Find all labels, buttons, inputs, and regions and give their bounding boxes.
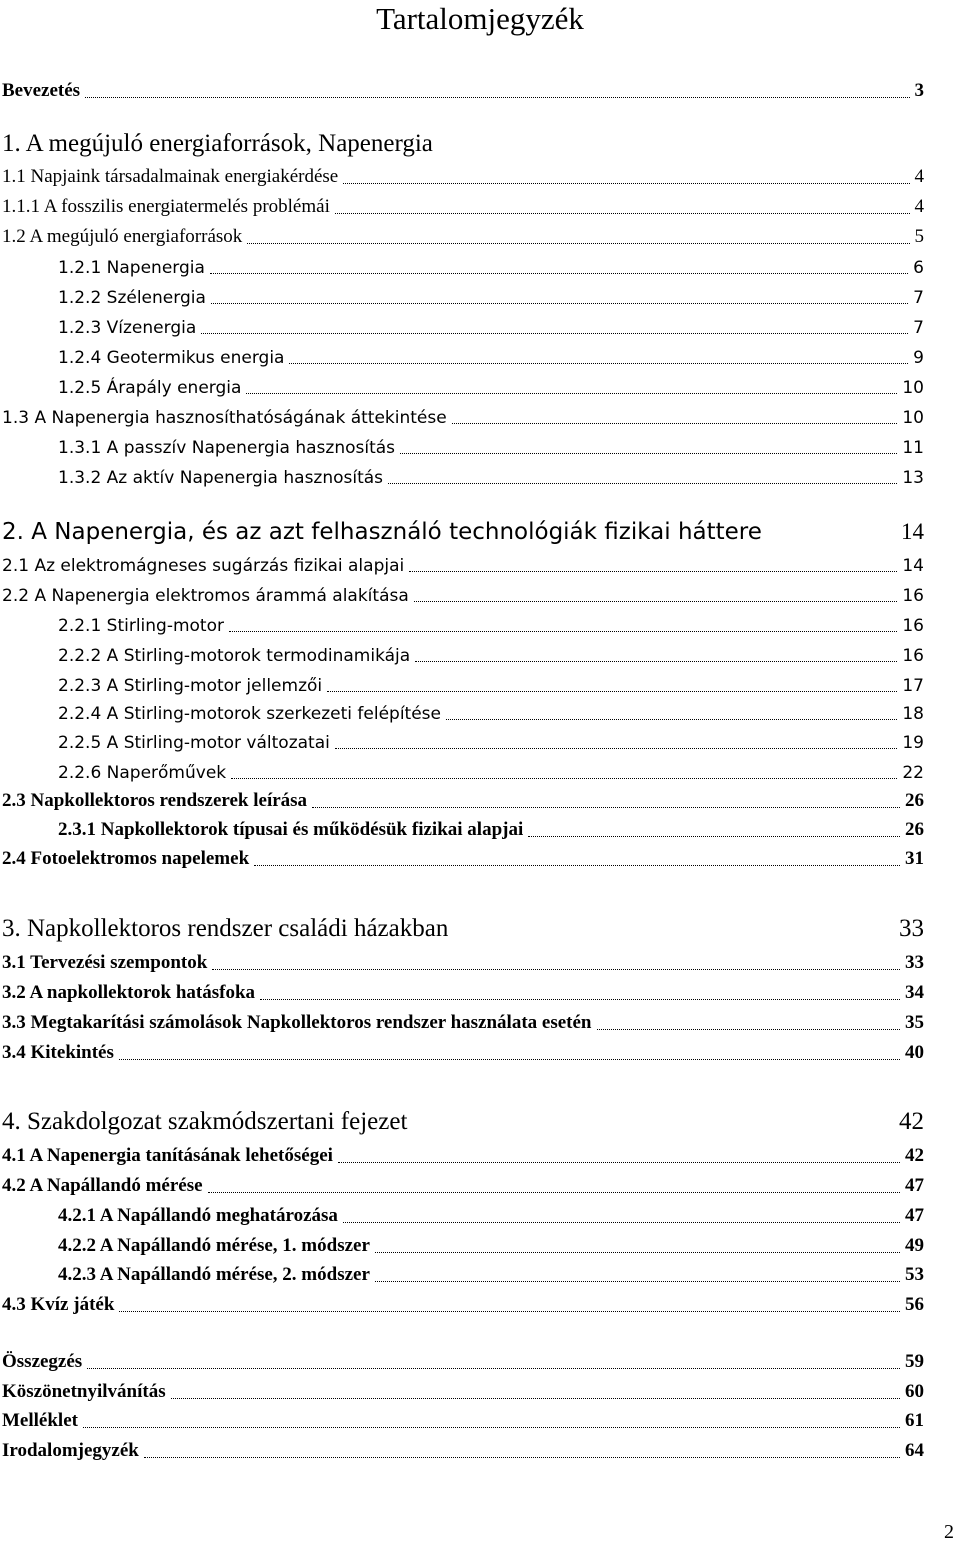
toc-entry-page: 40 (905, 1042, 924, 1063)
toc-entry-page: 47 (905, 1175, 924, 1196)
toc-leader (289, 363, 908, 364)
toc-entry-page: 10 (902, 378, 924, 398)
toc-entry[interactable] (2, 974, 924, 1004)
toc-leader (231, 778, 897, 779)
toc-entry-label: 2.2.1 Stirling-motor (58, 616, 224, 636)
toc-entry[interactable] (2, 1227, 924, 1257)
toc-leader (528, 836, 900, 837)
toc-entry[interactable] (2, 1197, 924, 1227)
toc-entry-label: Bevezetés (2, 80, 81, 101)
toc-entry-page: 59 (905, 1351, 924, 1372)
toc-leader (246, 393, 897, 394)
toc-entry-page: 42 (899, 1108, 924, 1135)
toc-entry-label: 1.1.1 A fosszilis energiatermelés problémái (2, 196, 330, 217)
toc-leader (119, 1059, 900, 1060)
toc-entry-page: 56 (905, 1294, 924, 1315)
toc-entry-label: 4.1 A Napenergia tanításának lehetőségei (2, 1145, 333, 1166)
toc-entry-page: 60 (905, 1381, 924, 1402)
toc-entry[interactable] (2, 72, 924, 102)
toc-leader (211, 303, 908, 304)
toc-leader (254, 865, 900, 866)
toc-leader (415, 661, 897, 662)
toc-entry[interactable] (2, 338, 924, 368)
toc-entry-page: 17 (902, 676, 924, 696)
toc-entry-label: 2.1 Az elektromágneses sugárzás fizikai alapjai (2, 556, 405, 576)
toc-entry-page: 26 (905, 819, 924, 840)
toc-entry[interactable] (2, 1256, 924, 1286)
toc-entry-page: 4 (914, 196, 924, 217)
toc-entry-page: 7 (913, 288, 924, 308)
toc-entry[interactable] (2, 458, 924, 488)
toc-leader (452, 423, 898, 424)
toc-entry[interactable] (2, 546, 924, 576)
toc-entry[interactable] (2, 398, 924, 428)
toc-entry[interactable] (2, 1167, 924, 1197)
toc-entry[interactable] (2, 1286, 924, 1316)
toc-entry[interactable] (2, 753, 924, 783)
toc-entry-page: 5 (914, 226, 924, 247)
toc-entry[interactable] (2, 576, 924, 606)
toc-leader (210, 273, 908, 274)
toc-leader (409, 571, 897, 572)
toc-entry-label: 2.2.2 A Stirling-motorok termodinamikája (58, 646, 411, 666)
toc-chapter[interactable] (2, 128, 924, 158)
toc-entry-label: 1. A megújuló energiaforrások, Napenergia (2, 130, 433, 157)
toc-entry-page: 4 (914, 166, 924, 187)
toc-leader (201, 333, 908, 334)
toc-entry-page: 7 (913, 318, 924, 338)
toc-entry-label: 3.4 Kitekintés (2, 1042, 114, 1063)
toc-entry-page: 31 (905, 848, 924, 869)
toc-entry-page: 34 (905, 982, 924, 1003)
toc-leader (144, 1457, 900, 1458)
toc-chapter[interactable] (2, 913, 924, 943)
toc-entry-page: 13 (902, 468, 924, 488)
toc-entry-label: 1.2.1 Napenergia (58, 258, 205, 278)
toc-entry-page: 14 (902, 556, 924, 576)
toc-entry[interactable] (2, 188, 924, 218)
toc-leader (335, 748, 898, 749)
toc-entry[interactable] (2, 723, 924, 753)
toc-entry[interactable] (2, 1004, 924, 1034)
toc-entry-label: 4.2.2 A Napállandó mérése, 1. módszer (58, 1235, 370, 1256)
toc-entry-label: 2.2.6 Naperőművek (58, 763, 227, 783)
toc-leader (87, 1368, 900, 1369)
toc-entry-label: 2.2.3 A Stirling-motor jellemzői (58, 676, 323, 696)
toc-entry[interactable] (2, 428, 924, 458)
toc-entry[interactable] (2, 782, 924, 812)
toc-entry-label: 1.2.5 Árapály energia (58, 378, 242, 398)
toc-chapter[interactable] (2, 515, 924, 545)
toc-entry[interactable] (2, 1432, 924, 1462)
toc-entry-label: 2.2.4 A Stirling-motorok szerkezeti felépítése (58, 704, 441, 724)
toc-entry-label: 1.3.2 Az aktív Napenergia hasznosítás (58, 468, 384, 488)
toc-leader (260, 999, 900, 1000)
toc-entry[interactable] (2, 158, 924, 188)
toc-entry-page: 3 (914, 80, 924, 101)
toc-leader (388, 483, 897, 484)
toc-entry-label: 3.3 Megtakarítási számolások Napkollektoros rendszer használata esetén (2, 1012, 592, 1033)
toc-leader (229, 631, 897, 632)
toc-entry-page: 64 (905, 1440, 924, 1461)
toc-entry-page: 14 (901, 519, 924, 544)
toc-leader (375, 1281, 900, 1282)
toc-entry[interactable] (2, 636, 924, 666)
toc-entry-page: 18 (902, 704, 924, 724)
toc-chapter[interactable] (2, 1106, 924, 1136)
toc-entry[interactable] (2, 1343, 924, 1373)
toc-entry-label: Irodalomjegyzék (2, 1440, 139, 1461)
toc-entry[interactable] (2, 944, 924, 974)
toc-leader (312, 807, 900, 808)
toc-entry-label: 4.2.3 A Napállandó mérése, 2. módszer (58, 1264, 370, 1285)
toc-entry-page: 16 (902, 586, 924, 606)
toc-entry-label: 1.1 Napjaink társadalmainak energiakérdése (2, 166, 339, 187)
toc-leader (208, 1192, 900, 1193)
toc-entry-label: 1.2.3 Vízenergia (58, 318, 197, 338)
toc-entry-label: 1.3 A Napenergia hasznosíthatóságának áttekintése (2, 408, 447, 428)
toc-entry-page: 33 (899, 915, 924, 942)
toc-leader (375, 1252, 900, 1253)
toc-entry[interactable] (2, 811, 924, 841)
toc-leader (247, 243, 909, 244)
toc-leader (212, 969, 900, 970)
toc-entry-page: 10 (902, 408, 924, 428)
toc-leader (83, 1427, 900, 1428)
toc-entry[interactable] (2, 1034, 924, 1064)
toc-entry-page: 9 (913, 348, 924, 368)
toc-leader (446, 719, 897, 720)
toc-entry-page: 61 (905, 1410, 924, 1431)
toc-entry-page: 19 (902, 733, 924, 753)
page-number: 2 (944, 1521, 954, 1543)
toc-entry-label: Melléklet (2, 1410, 78, 1431)
toc-leader (327, 691, 897, 692)
toc-entry-label: 1.2 A megújuló energiaforrások (2, 226, 243, 247)
toc-leader (338, 1162, 900, 1163)
toc-entry-label: 4.2 A Napállandó mérése (2, 1175, 203, 1196)
toc-entry-label: 2. A Napenergia, és az azt felhasználó technológiák fizikai háttere (2, 519, 762, 545)
toc-entry-page: 35 (905, 1012, 924, 1033)
toc-entry-page: 42 (905, 1145, 924, 1166)
toc-entry[interactable] (2, 840, 924, 870)
toc-entry-page: 26 (905, 790, 924, 811)
toc-entry-label: 3.2 A napkollektorok hatásfoka (2, 982, 256, 1003)
toc-entry-label: 1.2.2 Szélenergia (58, 288, 206, 308)
toc-entry-label: 2.3.1 Napkollektorok típusai és működésük fizikai alapjai (58, 819, 524, 840)
toc-leader (335, 213, 910, 214)
toc-entry-label: 2.2 A Napenergia elektromos árammá alakítása (2, 586, 409, 606)
toc-leader (400, 453, 897, 454)
toc-entry[interactable] (2, 278, 924, 308)
toc-entry[interactable] (2, 694, 924, 724)
toc-entry-label: 4.2.1 A Napállandó meghatározása (58, 1205, 338, 1226)
toc-leader (597, 1029, 900, 1030)
toc-entry[interactable] (2, 1137, 924, 1167)
toc-entry[interactable] (2, 368, 924, 398)
toc-entry[interactable] (2, 308, 924, 338)
toc-entry[interactable] (2, 218, 924, 248)
page-title: Tartalomjegyzék (376, 1, 584, 36)
toc-entry[interactable] (2, 666, 924, 696)
toc-entry-page: 6 (913, 258, 924, 278)
toc-entry-page: 53 (905, 1264, 924, 1285)
toc-entry-page: 11 (902, 438, 924, 458)
toc-entry-label: 2.2.5 A Stirling-motor változatai (58, 733, 330, 753)
toc-entry-page: 33 (905, 952, 924, 973)
toc-leader (343, 183, 909, 184)
toc-entry[interactable] (2, 248, 924, 278)
toc-entry-label: 1.2.4 Geotermikus energia (58, 348, 285, 368)
toc-entry-label: 4. Szakdolgozat szakmódszertani fejezet (2, 1108, 408, 1135)
toc-entry-page: 16 (902, 616, 924, 636)
toc-leader (414, 601, 898, 602)
toc-entry-label: 2.4 Fotoelektromos napelemek (2, 848, 250, 869)
toc-leader (85, 97, 909, 98)
toc-leader (343, 1222, 900, 1223)
toc-entry[interactable] (2, 1373, 924, 1403)
toc-entry-label: 3.1 Tervezési szempontok (2, 952, 208, 973)
toc-entry-label: Köszönetnyilvánítás (2, 1381, 166, 1402)
toc-entry[interactable] (2, 606, 924, 636)
toc-entry-label: 2.3 Napkollektoros rendszerek leírása (2, 790, 308, 811)
toc-entry-page: 16 (902, 646, 924, 666)
toc-entry-page: 47 (905, 1205, 924, 1226)
toc-entry-label: 1.3.1 A passzív Napenergia hasznosítás (58, 438, 396, 458)
toc-leader (119, 1311, 900, 1312)
toc-entry-page: 22 (902, 763, 924, 783)
toc-entry-page: 49 (905, 1235, 924, 1256)
toc-leader (171, 1398, 900, 1399)
toc-entry[interactable] (2, 1402, 924, 1432)
toc-entry-label: 3. Napkollektoros rendszer családi házakban (2, 915, 449, 942)
toc-entry-label: Összegzés (2, 1351, 83, 1372)
toc-entry-label: 4.3 Kvíz játék (2, 1294, 115, 1315)
